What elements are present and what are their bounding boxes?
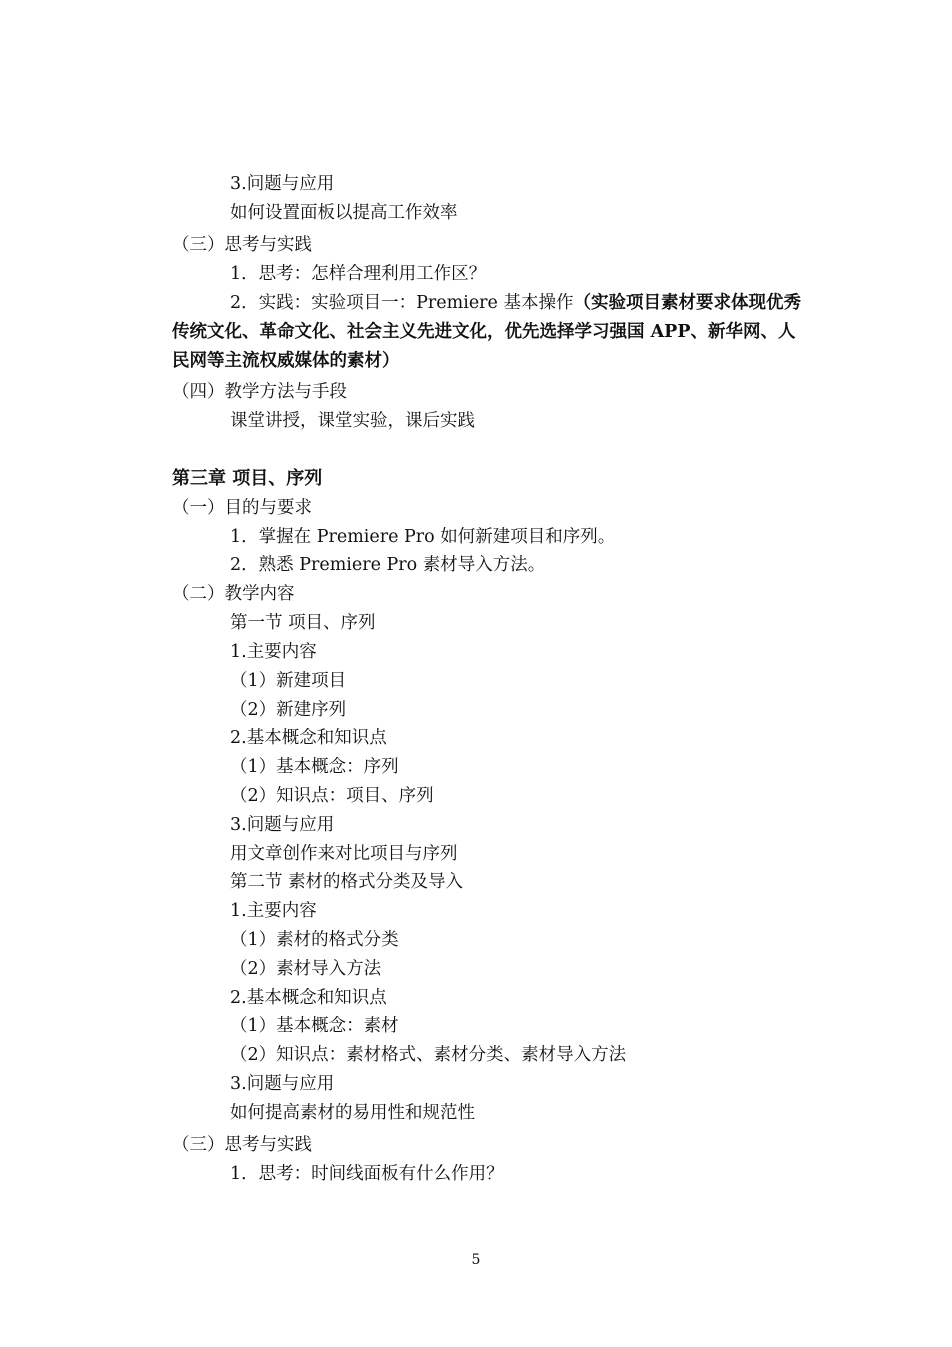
- chapter-title: 第三章 项目、序列: [172, 468, 323, 489]
- section-heading: （三）思考与实践: [172, 1135, 312, 1155]
- subsection-title: 第一节 项目、序列: [230, 613, 376, 633]
- list-heading: 1.主要内容: [230, 901, 317, 921]
- section-heading: （一）目的与要求: [172, 498, 312, 518]
- list-item: （1）基本概念：序列: [230, 757, 399, 777]
- list-heading: 3.问题与应用: [230, 815, 335, 835]
- list-heading: 3.问题与应用: [230, 1074, 335, 1094]
- list-item: （2）新建序列: [230, 700, 347, 720]
- list-item: （2）知识点：项目、序列: [230, 786, 434, 806]
- list-item: （1）基本概念：素材: [230, 1016, 399, 1036]
- question-text: 如何提高素材的易用性和规范性: [230, 1103, 475, 1123]
- list-item: 1．思考：怎样合理利用工作区？: [230, 264, 487, 284]
- section-heading: （四）教学方法与手段: [172, 382, 347, 402]
- subsection-title: 第二节 素材的格式分类及导入: [230, 872, 464, 892]
- question-heading: 3.问题与应用: [230, 174, 335, 194]
- section-heading: （二）教学内容: [172, 584, 295, 604]
- list-item: 1．思考：时间线面板有什么作用？: [230, 1164, 504, 1184]
- list-item: 2．熟悉 Premiere Pro 素材导入方法。: [230, 555, 546, 575]
- list-item: 1．掌握在 Premiere Pro 如何新建项目和序列。: [230, 527, 616, 547]
- list-item: [230, 291, 801, 315]
- question-text: 用文章创作来对比项目与序列: [230, 844, 458, 864]
- section-heading: （三）思考与实践: [172, 235, 312, 255]
- list-item: （1）新建项目: [230, 671, 347, 691]
- practice-requirement: 民网等主流权威媒体的素材）: [172, 351, 400, 371]
- page-number: 5: [471, 1252, 481, 1268]
- list-item: （2）素材导入方法: [230, 959, 382, 979]
- practice-text: 2．实践：实验项目一：Premiere 基本操作: [230, 293, 574, 313]
- question-text: 如何设置面板以提高工作效率: [230, 203, 458, 223]
- practice-requirement: （实验项目素材要求体现优秀: [573, 293, 801, 313]
- list-item: （2）知识点：素材格式、素材分类、素材导入方法: [230, 1045, 627, 1065]
- list-heading: 2.基本概念和知识点: [230, 728, 387, 748]
- list-item: （1）素材的格式分类: [230, 930, 399, 950]
- list-heading: 1.主要内容: [230, 642, 317, 662]
- section-text: 课堂讲授，课堂实验，课后实践: [230, 411, 475, 431]
- list-heading: 2.基本概念和知识点: [230, 988, 387, 1008]
- practice-requirement: 传统文化、革命文化、社会主义先进文化，优先选择学习强国 APP、新华网、人: [172, 322, 796, 342]
